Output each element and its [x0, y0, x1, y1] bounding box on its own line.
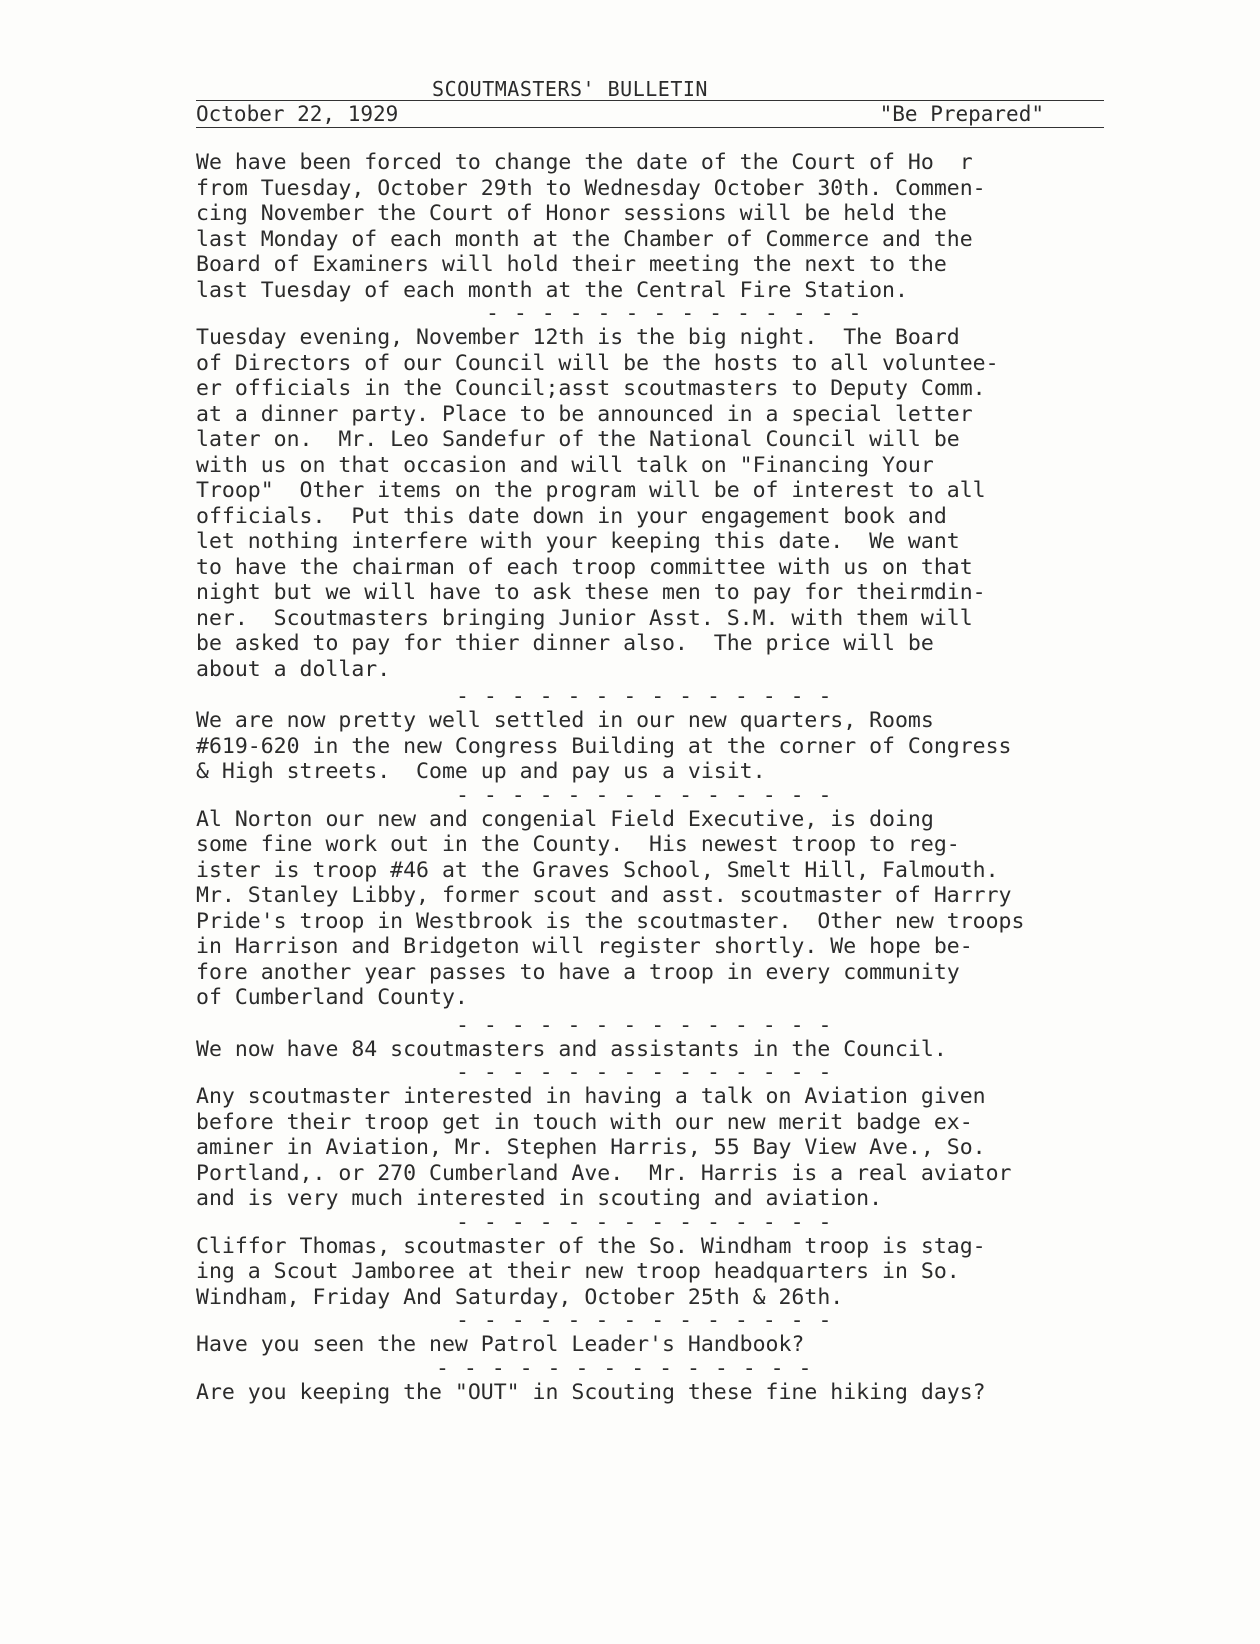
paragraph-handbook: Have you seen the new Patrol Leader's Handbook?	[196, 1332, 805, 1357]
bulletin-body	[196, 150, 1176, 1405]
paragraph-field-executive: Al Norton our new and congenial Field Executive, is doing some fine work out in the County. His newest troop to reg- ister is troop #46 at the Graves School, Smelt Hill, Falmouth. Mr. Stanley Libby, former scout and asst. scoutmaster of Harrry Pride's troop in Westbrook is the scoutmaster. Other new troops in Harrison and Bridgeton will register shortly. We hope be- fore another year passes to have a troop in every community of Cumberland County.	[196, 806, 1025, 1010]
separator: - - - - - - - - - - - - - -	[456, 1209, 833, 1235]
paragraph-new-quarters: We are now pretty well settled in our new quarters, Rooms #619-620 in the new Congress Building at the corner of Congress & High streets. Come up and pay us a visit.	[196, 708, 1012, 784]
paragraph-aviation: Any scoutmaster interested in having a talk on Aviation given before their troop get in touch with our new merit badge ex- aminer in Aviation, Mr. Stephen Harris, 55 Bay View Ave., So. Portland,. or 270 Cumberland Ave. Mr. Harris is a real aviator and is very much interested in scouting and aviation.	[196, 1084, 1012, 1211]
bulletin-title: SCOUTMASTERS' BULLETIN	[196, 78, 1104, 101]
separator: - - - - - - - - - - - - - -	[456, 1012, 833, 1038]
separator: - - - - - - - - - - - - - -	[456, 1060, 833, 1085]
separator: - - - - - - - - - - - - - -	[456, 1308, 833, 1333]
separator: - - - - - - - - - - - - - -	[456, 782, 833, 808]
paragraph-hiking: Are you keeping the "OUT" in Scouting these fine hiking days?	[196, 1379, 986, 1405]
separator: - - - - - - - - - - - - - -	[436, 1355, 813, 1381]
separator: - - - - - - - - - - - - - -	[456, 684, 833, 709]
bulletin-date: October 22, 1929	[196, 102, 399, 126]
masthead	[196, 78, 1104, 128]
separator: - - - - - - - - - - - - - -	[486, 301, 863, 326]
paragraph-dinner-party: Tuesday evening, November 12th is the big night. The Board of Directors of our Council will be the hosts to all voluntee- er officials in the Council;asst scoutmasters to Deputy Comm. at a dinner party. Place to be announced in a special letter later on. Mr. Leo Sandefur of the National Council will be with us on that occasion and will talk on "Financing Your Troop" Other items on the program will be of interest to all officials. Put this date down in your engagement book and let nothing interfere with your keeping this date. We want to have the chairman of each troop committee with us on that night but we will have to ask these men to pay for theirmdin- ner. Scoutmasters bringing Junior Asst. S.M. with them will be asked to pay for thier dinner also. The price will be about a dollar.	[196, 325, 999, 682]
paragraph-court-of-honor: We have been forced to change the date of the Court of Ho r from Tuesday, October 29th to Wednesday October 30th. Commen- cing November the Court of Honor sessions will be held the last Monday of each month at the Chamber of Commerce and the Board of Examiners will hold their meeting the next to the last Tuesday of each month at the Central Fire Station.	[196, 150, 986, 303]
paragraph-scoutmaster-count: We now have 84 scoutmasters and assistants in the Council.	[196, 1036, 947, 1062]
paragraph-jamboree: Cliffor Thomas, scoutmaster of the So. Windham troop is stag- ing a Scout Jamboree at their new troop headquarters in So. Windham, Friday And Saturday, October 25th & 26th.	[196, 1233, 986, 1310]
masthead-row	[196, 101, 1104, 128]
bulletin-motto: "Be Prepared"	[879, 102, 1044, 126]
